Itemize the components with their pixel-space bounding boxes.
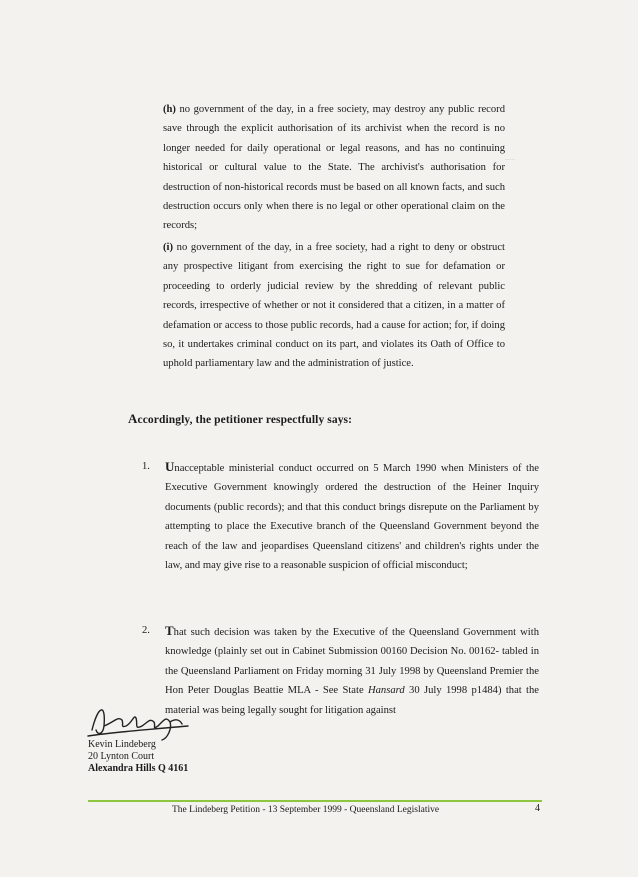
signatory-name: Kevin Lindeberg — [88, 739, 156, 750]
paragraph-h-text: no government of the day, in a free society, may destroy any public record save through the explicit authorisation of its archivist when the record is no longer needed for daily operational or legal reasons, and has no continuing historical or cultural value to the State. The archivist's authorisation for destruction of non-historical records must be based on all known facts, and such destruction occurs only when there is no legal or other operational claim on the records; — [163, 104, 505, 232]
list-item-text: hat such decision was taken by the Executive of the Queensland Government with knowledge (plainly set out in Cabinet Submission 00160 Decision No. 00162- tabled in the Queensland Parliament on Friday morning 31 July 1998 by Queensland Premier the Hon Peter Douglas Beattie MLA - See State — [165, 627, 539, 697]
footer-text: The Lindeberg Petition - 13 September 1999 - Queensland Legislative — [172, 805, 440, 815]
footer-rule — [88, 800, 542, 802]
list-item-1 — [165, 457, 539, 575]
section-heading — [128, 411, 352, 427]
page-number: 4 — [535, 803, 540, 814]
heading-lead-letter: A — [128, 411, 138, 426]
signatory-town: Alexandra Hills Q 4161 — [88, 763, 189, 774]
paragraph-i — [163, 238, 505, 374]
paragraph-marker-h: (h) — [163, 104, 176, 115]
hansard-italic: Hansard — [367, 685, 405, 697]
list-item-text-tail: 30 July 1998 p1484) that the material was being legally sought for litigation against — [165, 685, 539, 716]
list-item-number: 1. — [142, 461, 150, 472]
list-item-lead-letter: T — [165, 623, 174, 638]
paragraph-i-text: no government of the day, in a free society, had a right to deny or obstruct any prospective litigant from exercising the right to sue for defamation or proceeding to orderly judicial review by the shredding of relevant public records, irrespective of whether or not it considered that a citizen, in a matter of defamation or access to those public records, had a cause for action; for, if doing so, it undertakes criminal conduct on its part, and violates its Oath of Office to uphold parliamentary law and the administration of justice. — [163, 242, 505, 370]
list-item-2 — [165, 621, 539, 720]
heading-text: ccordingly, the petitioner respectfully says: — [137, 414, 353, 426]
list-item-text: nacceptable ministerial conduct occurred on 5 March 1990 when Ministers of the Executive Government knowingly ordered the destruction of the Heiner Inquiry documents (public records); and that this conduct brings disrepute on the Parliament by attempting to place the Executive branch of the Queensland Government beyond the reach of the law and jeopardises Queensland citizens' and children's rights under the law, and may give rise to a reasonable suspicion of official misconduct; — [165, 463, 539, 572]
handwritten-signature — [84, 696, 194, 744]
list-item-lead-letter: U — [165, 459, 175, 474]
paragraph-h — [163, 100, 505, 236]
signatory-street: 20 Lynton Court — [88, 751, 155, 762]
list-item-number: 2. — [142, 625, 150, 636]
paragraph-marker-i: (i) — [163, 242, 173, 253]
bleed-through-text: — — [505, 154, 515, 165]
